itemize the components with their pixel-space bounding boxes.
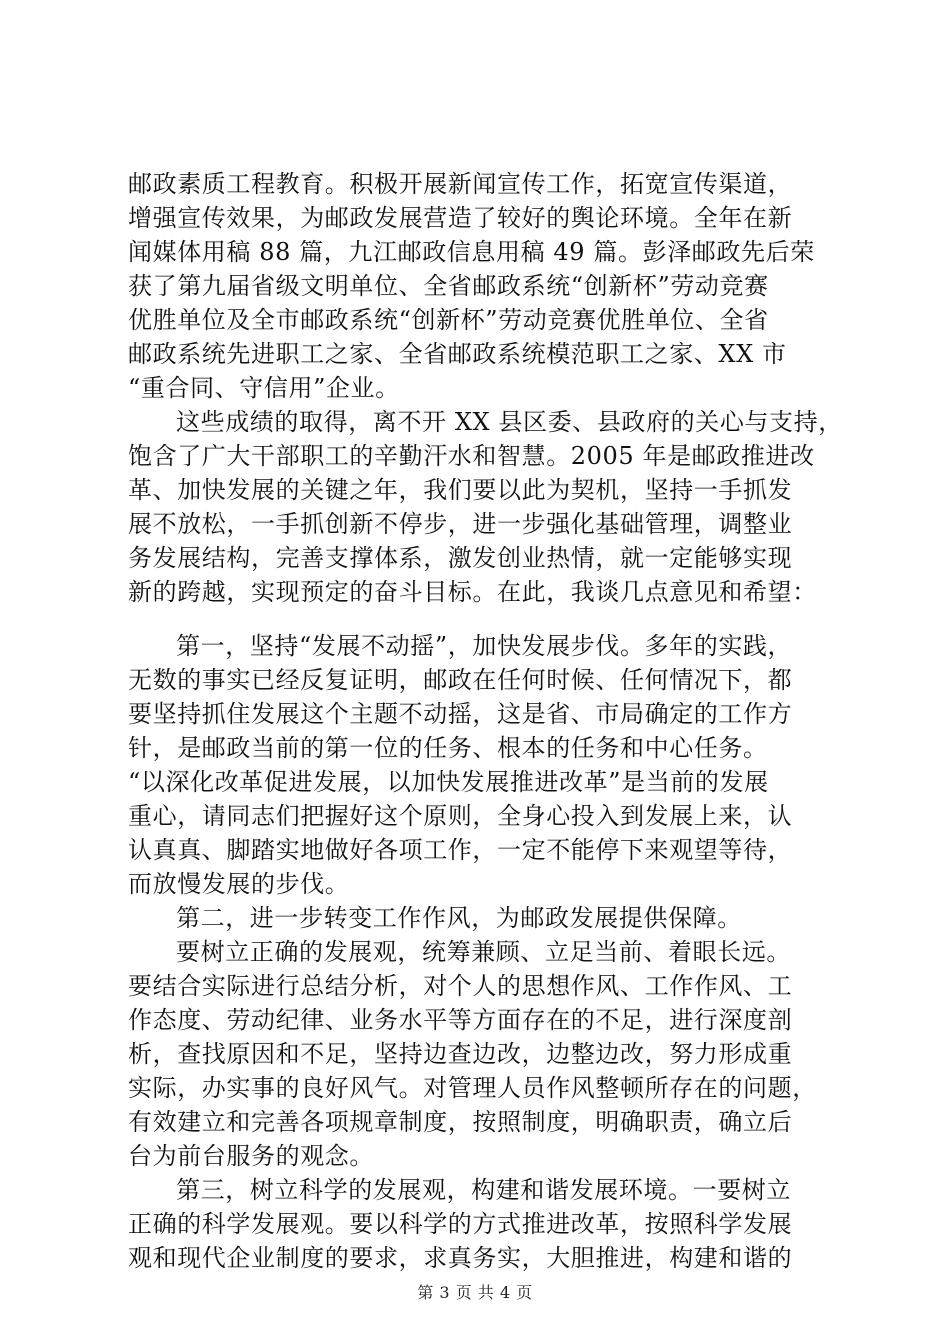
text-line: 认真真、脚踏实地做好各项工作，一定不能停下来观望等待， [128,836,793,864]
text-line: 闻媒体用稿 88 篇，九江邮政信息用稿 49 篇。彭泽邮政先后荣 [128,238,815,266]
paragraph-start-line: 这些成绩的取得，离不开 XX 县区委、县政府的关心与支持， [176,408,843,436]
text-line: 要结合实际进行总结分析，对个人的思想作风、工作作风、工 [128,972,793,1000]
paragraph-start-line: 第一，坚持“发展不动摇”，加快发展步伐。多年的实践， [176,632,793,660]
text-line: “重合同、守信用”企业。 [128,374,400,402]
text-line: “以深化改革促进发展，以加快发展推进改革”是当前的发展 [128,768,769,796]
text-line: 台为前台服务的观念。 [128,1142,374,1170]
paragraph-start-line: 第二，进一步转变工作作风，为邮政发展提供保障。 [176,904,742,932]
text-line: 获了第九届省级文明单位、全省邮政系统“创新杯”劳动竞赛 [128,272,769,300]
text-line: 重心，请同志们把握好这个原则，全身心投入到发展上来，认 [128,802,793,830]
page-number-footer: 第 3 页 共 4 页 [417,1283,533,1302]
text-line: 务发展结构，完善支撑体系，激发创业热情，就一定能够实现 [128,544,793,572]
text-line: 析，查找原因和不足，坚持边查边改，边整边改，努力形成重 [128,1040,793,1068]
text-line: 作态度、劳动纪律、业务水平等方面存在的不足，进行深度剖 [128,1006,793,1034]
paragraph-start-line: 第三，树立科学的发展观，构建和谐发展环境。一要树立 [176,1176,791,1204]
text-line: 邮政素质工程教育。积极开展新闻宣传工作，拓宽宣传渠道， [128,170,793,198]
text-line: 邮政系统先进职工之家、全省邮政系统模范职工之家、XX 市 [128,340,787,368]
text-line: 有效建立和完善各项规章制度，按照制度，明确职责，确立后 [128,1108,793,1136]
text-line: 优胜单位及全市邮政系统“创新杯”劳动竞赛优胜单位、全省 [128,306,769,334]
text-line: 针，是邮政当前的第一位的任务、根本的任务和中心任务。 [128,734,768,762]
text-line: 而放慢发展的步伐。 [128,870,350,898]
text-line: 观和现代企业制度的要求，求真务实，大胆推进，构建和谐的 [128,1244,793,1272]
text-line: 无数的事实已经反复证明，邮政在任何时候、任何情况下，都 [128,666,793,694]
text-line: 饱含了广大干部职工的辛勤汗水和智慧。2005 年是邮政推进改 [128,442,815,470]
text-line: 实际，办实事的良好风气。对管理人员作风整顿所存在的问题， [128,1074,817,1102]
paragraph-start-line: 要树立正确的发展观，统筹兼顾、立足当前、着眼长远。 [176,938,791,966]
text-line: 展不放松，一手抓创新不停步，进一步强化基础管理，调整业 [128,510,793,538]
text-line: 要坚持抓住发展这个主题不动摇，这是省、市局确定的工作方 [128,700,793,728]
text-line: 革、加快发展的关键之年，我们要以此为契机，坚持一手抓发 [128,476,793,504]
text-line: 新的跨越，实现预定的奋斗目标。在此，我谈几点意见和希望： [128,578,817,606]
text-line: 正确的科学发展观。要以科学的方式推进改革，按照科学发展 [128,1210,793,1238]
text-line: 增强宣传效果，为邮政发展营造了较好的舆论环境。全年在新 [128,204,793,232]
